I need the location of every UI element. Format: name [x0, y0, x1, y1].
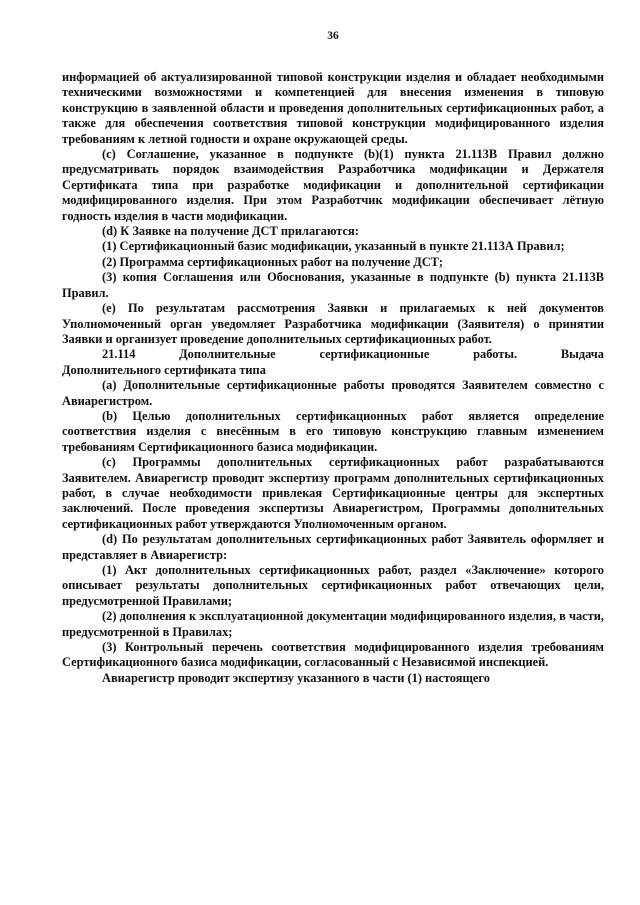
paragraph-a-conducted: (a) Дополнительные сертификационные работы проводятся Заявителем совместно с Авиарегистром. [62, 378, 604, 408]
section-heading-continuation: Дополнительного сертификата типа [62, 362, 266, 377]
list-item-1-act: (1) Акт дополнительных сертификационных работ, раздел «Заключение» которого описывает результаты дополнительных сертификационных работ отвечающих цели, предусмотренной Правилами; [62, 563, 604, 608]
paragraph-d-attachments: (d) К Заявке на получение ДСТ прилагаются: [102, 224, 359, 239]
list-item-2-program: (2) Программа сертификационных работ на получение ДСТ; [102, 254, 444, 269]
paragraph-b-purpose: (b) Целью дополнительных сертификационных работ является определение соответствия изделия с внесённым в его типовую конструкцию главным изменением требованиям Сертификационного базиса модификации. [62, 408, 604, 454]
section-heading-word-4: Выдача [560, 347, 604, 362]
paragraph-d-results: (d) По результатам дополнительных сертификационных работ Заявитель оформляет и представляет в Авиарегистр: [62, 532, 604, 562]
paragraph-c-agreement: (c) Соглашение, указанное в подпункте (b)(1) пункта 21.113В Правил должно предусматривать порядок взаимодействия Разработчика модификации и Держателя Сертификата типа при разработке модификации и дополнительной сертификации модифицированного изделия. При этом Разработчик модификации обеспечивает лётную годность изделия в части модификации. [62, 147, 604, 223]
list-item-2-supplements: (2) дополнения к эксплуатационной документации модифицированного изделия, в части, предусмотренной в Правилах; [62, 609, 604, 639]
section-heading-word-2: сертификационные [319, 347, 430, 362]
paragraph-final-partial: Авиарегистр проводит экспертизу указанного в части (1) настоящего [102, 670, 490, 685]
section-heading-word-3: работы. [473, 347, 518, 362]
paragraph-e-review: (e) По результатам рассмотрения Заявки и прилагаемых к ней документов Уполномоченный орган уведомляет Разработчика модификации (Заявителя) о принятии Заявки и организует проведение дополнительных сертификационных работ. [62, 301, 604, 346]
section-number: 21.114 [102, 347, 136, 362]
list-item-3-checklist: (3) Контрольный перечень соответствия модифицированного изделия требованиям Сертификационного базиса модификации, согласованный с Независимой инспекцией. [62, 640, 604, 670]
list-item-3-copy: (3) копия Соглашения или Обоснования, указанные в подпункте (b) пункта 21.113В Правил. [62, 270, 604, 300]
section-heading [62, 347, 604, 378]
section-heading-word-1: Дополнительные [179, 347, 276, 362]
paragraph-intro: информацией об актуализированной типовой конструкции изделия и обладает необходимыми техническими возможностями и компетенцией для внесения изменения в типовую конструкцию в заявленной области и проведения дополнительных сертификационных работ, а также для обеспечения соответствия типовой конструкции модифицированного изделия требованиям к летной годности и охране окружающей среды. [62, 70, 604, 146]
paragraph-c-programs: (c) Программы дополнительных сертификационных работ разрабатываются Заявителем. Авиарегистр проводит экспертизу программ дополнительных сертификационных работ, в случае необходимости привлекая Сертификационные центры для экспертных заключений. После проведения экспертизы Авиарегистром, Программы дополнительных сертификационных работ утверждаются Уполномоченным органом. [62, 455, 604, 531]
list-item-1-cert-basis: (1) Сертификационный базис модификации, указанный в пункте 21.113А Правил; [102, 239, 565, 254]
page-number: 36 [327, 30, 339, 42]
